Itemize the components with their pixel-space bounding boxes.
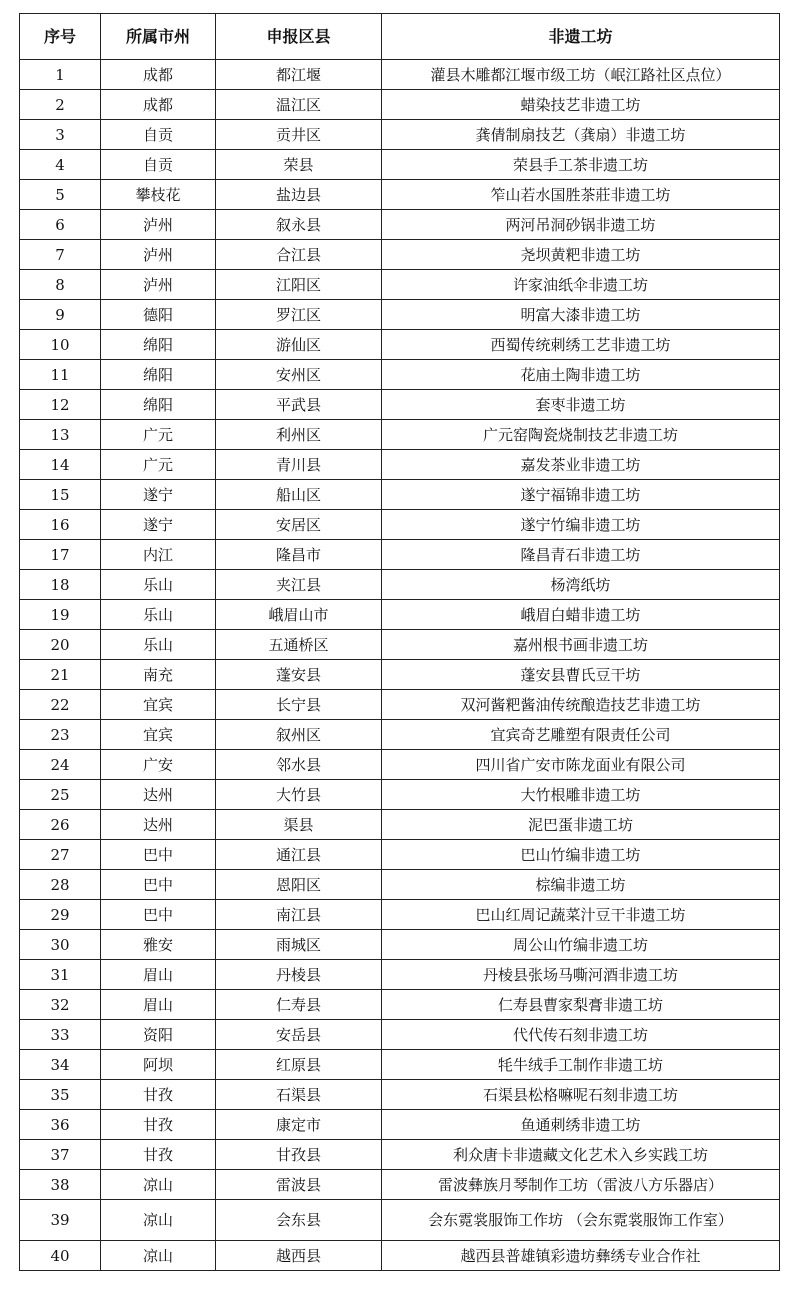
cell-workshop: 利众唐卡非遗藏文化艺术入乡实践工坊	[382, 1140, 780, 1170]
table-row	[20, 960, 780, 990]
cell-county: 蓬安县	[216, 660, 382, 690]
cell-city: 眉山	[101, 990, 216, 1020]
document-page	[19, 13, 780, 1271]
cell-workshop: 峨眉白蜡非遗工坊	[382, 600, 780, 630]
cell-index: 4	[20, 150, 101, 180]
header-index: 序号	[20, 14, 101, 60]
table-row	[20, 330, 780, 360]
cell-city: 乐山	[101, 600, 216, 630]
cell-index: 36	[20, 1110, 101, 1140]
cell-city: 内江	[101, 540, 216, 570]
cell-county: 江阳区	[216, 270, 382, 300]
cell-workshop: 蜡染技艺非遗工坊	[382, 90, 780, 120]
cell-city: 遂宁	[101, 480, 216, 510]
cell-city: 绵阳	[101, 390, 216, 420]
table-row	[20, 630, 780, 660]
table-row	[20, 60, 780, 90]
table-row	[20, 180, 780, 210]
cell-workshop: 灌县木雕都江堰市级工坊（岷江路社区点位）	[382, 60, 780, 90]
table-row	[20, 210, 780, 240]
cell-index: 35	[20, 1080, 101, 1110]
cell-city: 广元	[101, 450, 216, 480]
cell-county: 贡井区	[216, 120, 382, 150]
cell-index: 32	[20, 990, 101, 1020]
cell-index: 25	[20, 780, 101, 810]
table-row	[20, 1241, 780, 1271]
cell-city: 达州	[101, 780, 216, 810]
table-row	[20, 1170, 780, 1200]
cell-city: 甘孜	[101, 1110, 216, 1140]
cell-workshop: 石渠县松格嘛呢石刻非遗工坊	[382, 1080, 780, 1110]
table-row	[20, 480, 780, 510]
cell-county: 通江县	[216, 840, 382, 870]
cell-city: 雅安	[101, 930, 216, 960]
cell-workshop: 宜宾奇艺雕塑有限责任公司	[382, 720, 780, 750]
table-row	[20, 90, 780, 120]
cell-city: 泸州	[101, 240, 216, 270]
cell-index: 11	[20, 360, 101, 390]
cell-city: 广元	[101, 420, 216, 450]
table-row	[20, 930, 780, 960]
table-row	[20, 1050, 780, 1080]
cell-city: 阿坝	[101, 1050, 216, 1080]
cell-county: 叙永县	[216, 210, 382, 240]
cell-county: 恩阳区	[216, 870, 382, 900]
cell-workshop: 笮山若水国胜茶莊非遗工坊	[382, 180, 780, 210]
cell-index: 6	[20, 210, 101, 240]
cell-workshop: 许家油纸伞非遗工坊	[382, 270, 780, 300]
cell-index: 23	[20, 720, 101, 750]
header-city: 所属市州	[101, 14, 216, 60]
cell-county: 安州区	[216, 360, 382, 390]
cell-workshop: 遂宁福锦非遗工坊	[382, 480, 780, 510]
cell-workshop: 泥巴蛋非遗工坊	[382, 810, 780, 840]
cell-index: 16	[20, 510, 101, 540]
table-row	[20, 240, 780, 270]
cell-index: 7	[20, 240, 101, 270]
cell-city: 绵阳	[101, 330, 216, 360]
cell-workshop: 尧坝黄粑非遗工坊	[382, 240, 780, 270]
cell-county: 雷波县	[216, 1170, 382, 1200]
cell-index: 40	[20, 1241, 101, 1271]
cell-county: 隆昌市	[216, 540, 382, 570]
cell-city: 成都	[101, 90, 216, 120]
table-row	[20, 1080, 780, 1110]
cell-county: 红原县	[216, 1050, 382, 1080]
cell-city: 绵阳	[101, 360, 216, 390]
cell-workshop: 巴山竹编非遗工坊	[382, 840, 780, 870]
cell-county: 游仙区	[216, 330, 382, 360]
intangible-heritage-workshop-table	[19, 13, 780, 1271]
cell-city: 眉山	[101, 960, 216, 990]
cell-workshop: 会东霓裳服饰工作坊 （会东霓裳服饰工作室）	[382, 1200, 780, 1241]
table-row	[20, 390, 780, 420]
cell-county: 青川县	[216, 450, 382, 480]
table-row	[20, 810, 780, 840]
table-row	[20, 690, 780, 720]
cell-county: 叙州区	[216, 720, 382, 750]
cell-county: 五通桥区	[216, 630, 382, 660]
cell-city: 甘孜	[101, 1080, 216, 1110]
cell-index: 14	[20, 450, 101, 480]
header-workshop: 非遗工坊	[382, 14, 780, 60]
table-row	[20, 600, 780, 630]
cell-county: 越西县	[216, 1241, 382, 1271]
cell-workshop: 花庙土陶非遗工坊	[382, 360, 780, 390]
cell-county: 平武县	[216, 390, 382, 420]
table-row	[20, 1020, 780, 1050]
cell-city: 德阳	[101, 300, 216, 330]
cell-workshop: 牦牛绒手工制作非遗工坊	[382, 1050, 780, 1080]
table-row	[20, 780, 780, 810]
cell-city: 凉山	[101, 1241, 216, 1271]
cell-index: 38	[20, 1170, 101, 1200]
table-row	[20, 420, 780, 450]
cell-county: 峨眉山市	[216, 600, 382, 630]
cell-county: 甘孜县	[216, 1140, 382, 1170]
cell-city: 巴中	[101, 840, 216, 870]
cell-city: 泸州	[101, 210, 216, 240]
cell-city: 巴中	[101, 870, 216, 900]
table-row	[20, 870, 780, 900]
cell-workshop: 嘉州根书画非遗工坊	[382, 630, 780, 660]
cell-index: 22	[20, 690, 101, 720]
cell-county: 安居区	[216, 510, 382, 540]
table-row	[20, 120, 780, 150]
cell-county: 会东县	[216, 1200, 382, 1241]
cell-city: 自贡	[101, 150, 216, 180]
table-row	[20, 1200, 780, 1241]
cell-index: 31	[20, 960, 101, 990]
cell-workshop: 四川省广安市陈龙面业有限公司	[382, 750, 780, 780]
cell-index: 37	[20, 1140, 101, 1170]
cell-index: 17	[20, 540, 101, 570]
cell-workshop: 仁寿县曹家梨膏非遗工坊	[382, 990, 780, 1020]
cell-index: 5	[20, 180, 101, 210]
table-row	[20, 990, 780, 1020]
cell-workshop: 巴山红周记蔬菜汁豆干非遗工坊	[382, 900, 780, 930]
cell-workshop: 棕编非遗工坊	[382, 870, 780, 900]
cell-index: 1	[20, 60, 101, 90]
cell-county: 合江县	[216, 240, 382, 270]
cell-county: 温江区	[216, 90, 382, 120]
cell-county: 渠县	[216, 810, 382, 840]
table-row	[20, 900, 780, 930]
cell-workshop: 龚倩制扇技艺（龚扇）非遗工坊	[382, 120, 780, 150]
cell-county: 丹棱县	[216, 960, 382, 990]
cell-county: 利州区	[216, 420, 382, 450]
cell-city: 宜宾	[101, 720, 216, 750]
cell-index: 21	[20, 660, 101, 690]
cell-city: 达州	[101, 810, 216, 840]
cell-index: 24	[20, 750, 101, 780]
cell-workshop: 杨湾纸坊	[382, 570, 780, 600]
table-header-row	[20, 14, 780, 60]
cell-index: 9	[20, 300, 101, 330]
table-row	[20, 1140, 780, 1170]
cell-city: 广安	[101, 750, 216, 780]
cell-index: 15	[20, 480, 101, 510]
cell-index: 33	[20, 1020, 101, 1050]
cell-workshop: 越西县普雄镇彩遗坊彝绣专业合作社	[382, 1241, 780, 1271]
cell-index: 18	[20, 570, 101, 600]
cell-workshop: 套枣非遗工坊	[382, 390, 780, 420]
cell-county: 盐边县	[216, 180, 382, 210]
table-row	[20, 720, 780, 750]
table-row	[20, 840, 780, 870]
cell-index: 39	[20, 1200, 101, 1241]
cell-workshop: 雷波彝族月琴制作工坊（雷波八方乐器店）	[382, 1170, 780, 1200]
cell-county: 船山区	[216, 480, 382, 510]
table-row	[20, 150, 780, 180]
table-row	[20, 360, 780, 390]
table-row	[20, 1110, 780, 1140]
cell-county: 长宁县	[216, 690, 382, 720]
cell-index: 29	[20, 900, 101, 930]
cell-workshop: 嘉发茶业非遗工坊	[382, 450, 780, 480]
cell-index: 34	[20, 1050, 101, 1080]
cell-city: 攀枝花	[101, 180, 216, 210]
cell-county: 都江堰	[216, 60, 382, 90]
cell-city: 凉山	[101, 1170, 216, 1200]
cell-index: 30	[20, 930, 101, 960]
cell-workshop: 隆昌青石非遗工坊	[382, 540, 780, 570]
cell-city: 乐山	[101, 630, 216, 660]
table-row	[20, 450, 780, 480]
cell-index: 19	[20, 600, 101, 630]
cell-city: 巴中	[101, 900, 216, 930]
cell-county: 康定市	[216, 1110, 382, 1140]
cell-index: 26	[20, 810, 101, 840]
cell-workshop: 广元窑陶瓷烧制技艺非遗工坊	[382, 420, 780, 450]
table-row	[20, 570, 780, 600]
cell-index: 10	[20, 330, 101, 360]
table-body	[20, 60, 780, 1271]
cell-index: 8	[20, 270, 101, 300]
cell-city: 遂宁	[101, 510, 216, 540]
cell-city: 成都	[101, 60, 216, 90]
cell-workshop: 代代传石刻非遗工坊	[382, 1020, 780, 1050]
cell-city: 乐山	[101, 570, 216, 600]
cell-index: 28	[20, 870, 101, 900]
cell-county: 南江县	[216, 900, 382, 930]
cell-city: 甘孜	[101, 1140, 216, 1170]
table-row	[20, 660, 780, 690]
cell-city: 自贡	[101, 120, 216, 150]
cell-county: 石渠县	[216, 1080, 382, 1110]
cell-workshop: 丹棱县张场马嘶河酒非遗工坊	[382, 960, 780, 990]
table-row	[20, 540, 780, 570]
cell-county: 仁寿县	[216, 990, 382, 1020]
cell-workshop: 双河酱粑酱油传统酿造技艺非遗工坊	[382, 690, 780, 720]
cell-city: 宜宾	[101, 690, 216, 720]
cell-workshop: 西蜀传统刺绣工艺非遗工坊	[382, 330, 780, 360]
cell-county: 荣县	[216, 150, 382, 180]
cell-workshop: 鱼通刺绣非遗工坊	[382, 1110, 780, 1140]
table-row	[20, 300, 780, 330]
cell-workshop: 两河吊洞砂锅非遗工坊	[382, 210, 780, 240]
cell-index: 2	[20, 90, 101, 120]
cell-county: 安岳县	[216, 1020, 382, 1050]
cell-index: 13	[20, 420, 101, 450]
cell-city: 南充	[101, 660, 216, 690]
cell-workshop: 明富大漆非遗工坊	[382, 300, 780, 330]
cell-index: 20	[20, 630, 101, 660]
cell-workshop: 周公山竹编非遗工坊	[382, 930, 780, 960]
cell-county: 夹江县	[216, 570, 382, 600]
table-row	[20, 750, 780, 780]
cell-index: 12	[20, 390, 101, 420]
cell-workshop: 荣县手工茶非遗工坊	[382, 150, 780, 180]
cell-county: 大竹县	[216, 780, 382, 810]
cell-city: 凉山	[101, 1200, 216, 1241]
cell-workshop: 大竹根雕非遗工坊	[382, 780, 780, 810]
cell-city: 泸州	[101, 270, 216, 300]
cell-county: 邻水县	[216, 750, 382, 780]
table-row	[20, 510, 780, 540]
cell-index: 3	[20, 120, 101, 150]
cell-city: 资阳	[101, 1020, 216, 1050]
table-row	[20, 270, 780, 300]
cell-workshop: 蓬安县曹氏豆干坊	[382, 660, 780, 690]
cell-county: 雨城区	[216, 930, 382, 960]
header-county: 申报区县	[216, 14, 382, 60]
cell-index: 27	[20, 840, 101, 870]
cell-county: 罗江区	[216, 300, 382, 330]
cell-workshop: 遂宁竹编非遗工坊	[382, 510, 780, 540]
